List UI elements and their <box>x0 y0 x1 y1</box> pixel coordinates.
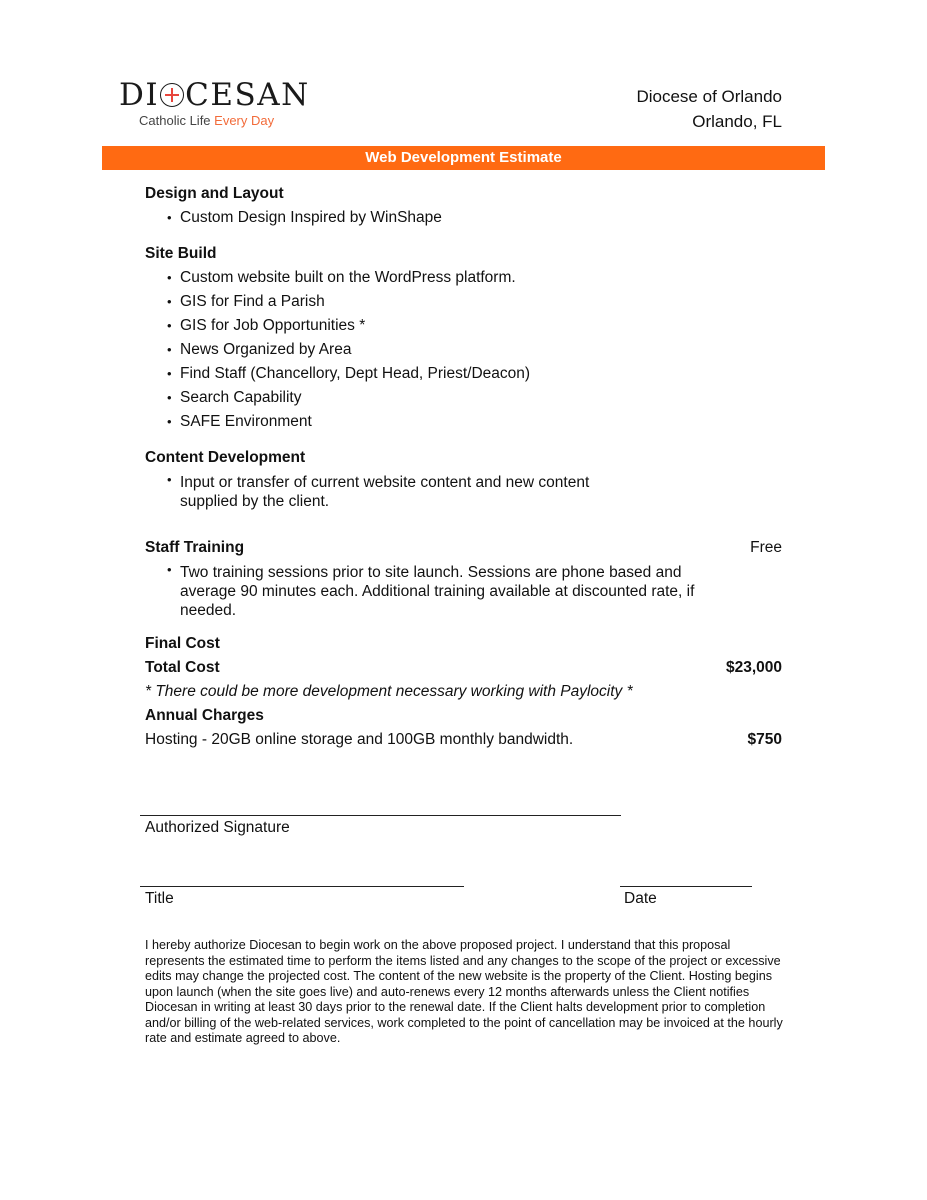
heading-text: Staff Training <box>145 539 245 556</box>
design-list <box>145 206 782 230</box>
signature-line[interactable] <box>140 815 621 816</box>
hosting-label: Hosting - 20GB online storage and 100GB monthly bandwidth. <box>145 731 574 748</box>
list-item: • Find Staff (Chancellory, Dept Head, Priest/Deacon) <box>145 362 782 386</box>
client-info <box>636 84 782 134</box>
total-cost-label: Total Cost <box>145 659 220 676</box>
list-item: • GIS for Job Opportunities * <box>145 314 782 338</box>
heading-text: Site Build <box>145 245 217 262</box>
list-item: • SAFE Environment <box>145 410 782 434</box>
list-item: • Custom Design Inspired by WinShape <box>145 206 782 230</box>
hosting-row <box>145 728 782 752</box>
authorization-terms: I hereby authorize Diocesan to begin work on the above proposed project. I understand that this proposal represents the estimated time to perform the items listed and any changes to the scope of the project or excessive edits may change the projected cost. The content of the new website is the property of the Client. Hosting begins upon launch (when the site goes live) and auto-renews every 12 months afterwards unless the Client notifies Diocesan in writing at least 30 days prior to the renewal date. If the Client halts development prior to completion and/or billing of the web-related services, work completed to the point of cancellation may be invoiced at the hourly rate and estimate agreed to above. <box>145 938 783 1045</box>
list-item: • Custom website built on the WordPress platform. <box>145 266 782 290</box>
client-name: Diocese of Orlando <box>636 87 782 106</box>
staff-training-list <box>145 560 735 620</box>
section-heading-design <box>145 182 782 206</box>
cross-in-circle-icon <box>160 83 184 107</box>
list-item: • News Organized by Area <box>145 338 782 362</box>
site-build-list <box>145 266 782 434</box>
logo-text-start: DI <box>119 77 160 113</box>
hosting-value: $750 <box>747 731 782 748</box>
section-heading-content-development <box>145 446 782 470</box>
client-location: Orlando, FL <box>692 112 782 131</box>
list-item: • Input or transfer of current website content and new content supplied by the client. <box>145 470 615 511</box>
section-heading-staff-training <box>145 536 782 560</box>
section-heading-site-build <box>145 242 782 266</box>
content-development-list <box>145 470 615 511</box>
authorized-signature-label: Authorized Signature <box>145 819 290 836</box>
list-item: • Two training sessions prior to site launch. Sessions are phone based and average 90 minutes each. Additional training available at discounted rate, if needed. <box>145 560 735 620</box>
tagline-main: Catholic Life <box>139 113 215 128</box>
tagline-accent: Every Day <box>214 113 275 128</box>
annual-charges-heading <box>145 704 782 728</box>
total-cost-row <box>145 656 782 680</box>
final-cost-heading <box>145 632 782 656</box>
title-label: Title <box>145 890 174 907</box>
estimate-banner: Web Development Estimate <box>102 146 825 170</box>
logo-text-end: CESAN <box>185 77 310 113</box>
heading-text: Design and Layout <box>145 185 284 202</box>
diocesan-logo <box>119 78 310 128</box>
logo-wordmark <box>119 78 310 112</box>
heading-text: Annual Charges <box>145 707 264 724</box>
heading-text: Final Cost <box>145 635 220 652</box>
estimate-content <box>145 182 782 752</box>
training-price: Free <box>750 539 782 556</box>
list-item: • Search Capability <box>145 386 782 410</box>
title-line[interactable] <box>140 886 464 887</box>
date-line[interactable] <box>620 886 752 887</box>
list-item: • GIS for Find a Parish <box>145 290 782 314</box>
heading-text: Content Development <box>145 449 306 466</box>
paylocity-note: * There could be more development necessary working with Paylocity * <box>145 683 633 700</box>
date-label: Date <box>624 890 657 907</box>
total-cost-value: $23,000 <box>725 659 782 676</box>
logo-tagline <box>139 113 310 128</box>
